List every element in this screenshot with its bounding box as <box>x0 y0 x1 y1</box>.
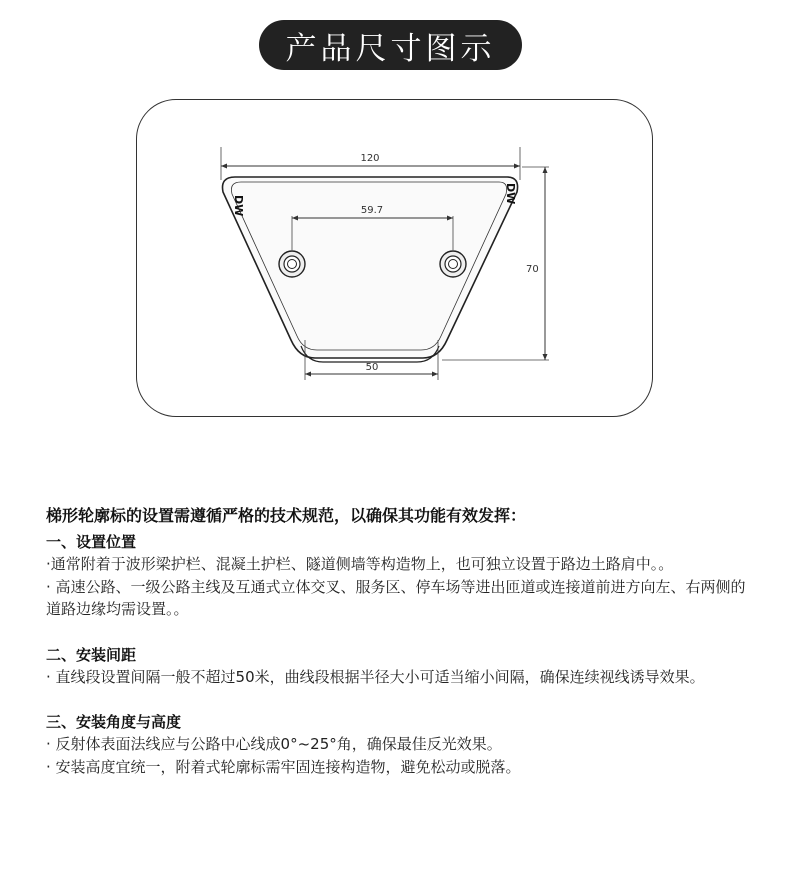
mounting-hole-left <box>279 251 305 277</box>
dim-label-holes: 59.7 <box>360 205 384 216</box>
arrow-down-icon <box>543 354 548 360</box>
mounting-hole-right <box>440 251 466 277</box>
spec-content <box>46 505 756 778</box>
brand-label-left: DW <box>232 195 245 217</box>
dim-label-top: 120 <box>360 153 380 164</box>
arrow-left-icon <box>221 164 227 169</box>
brand-label-right: DW <box>504 183 517 205</box>
dim-label-height: 70 <box>526 264 539 275</box>
section-line: ·通常附着于波形梁护栏、混凝土护栏、隧道侧墙等构造物上，也可独立设置于路边土路肩中。。 <box>46 555 674 573</box>
section-spacing <box>46 644 756 689</box>
arrow-left-icon <box>305 372 311 377</box>
section-line: · 高速公路、一级公路主线及互通式立体交叉、服务区、停车场等进出匝道或连接道前进方向左、右两侧的道路边缘均需设置。。 <box>46 577 746 618</box>
section-angle-height <box>46 711 756 778</box>
page-title: 产品尺寸图示 <box>259 20 522 70</box>
section-title: 二、安装间距 <box>46 645 137 664</box>
section-line: · 直线段设置间隔一般不超过50米，曲线段根据半径大小可适当缩小间隔，确保连续视线诱导效果。 <box>46 667 705 686</box>
trapezoid-drawing-svg <box>137 100 654 418</box>
section-title: 三、安装角度与高度 <box>46 713 182 731</box>
dim-label-bottom: 50 <box>365 362 379 373</box>
dimension-drawing <box>136 99 653 417</box>
section-line: · 安装高度宜统一，附着式轮廓标需牢固连接构造物，避免松动或脱落。 <box>46 757 521 776</box>
section-title: 一、设置位置 <box>46 533 137 551</box>
arrow-up-icon <box>543 167 548 173</box>
section-location <box>46 531 756 621</box>
intro-heading: 梯形轮廓标的设置需遵循严格的技术规范，以确保其功能有效发挥： <box>46 506 527 525</box>
arrow-right-icon <box>432 372 438 377</box>
arrow-right-icon <box>514 164 520 169</box>
section-line: · 反射体表面法线应与公路中心线成0°~25°角，确保最佳反光效果。 <box>46 735 502 753</box>
